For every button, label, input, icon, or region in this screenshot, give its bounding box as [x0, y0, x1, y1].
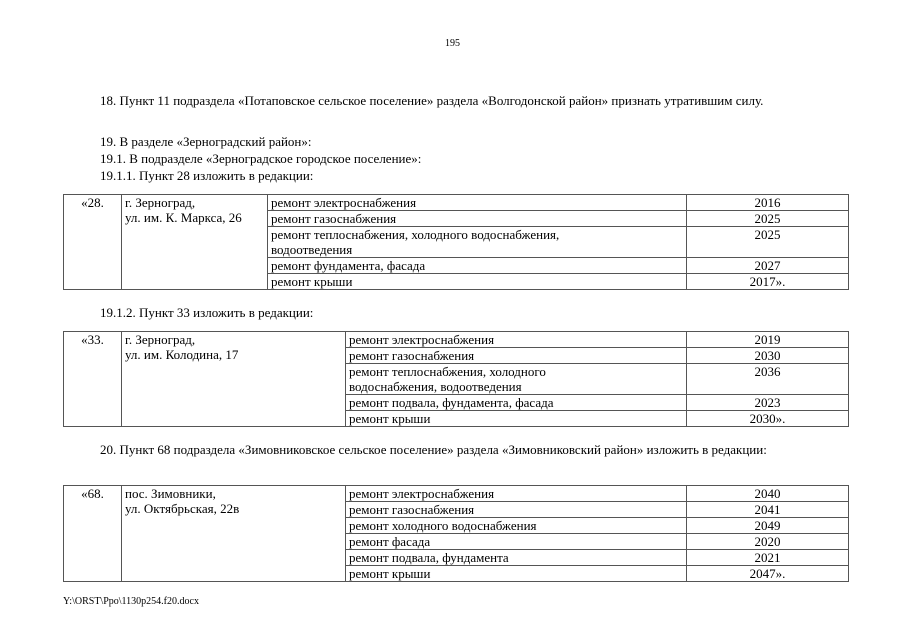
repair-table-68 — [63, 485, 849, 582]
year-cell: 2030». — [687, 411, 849, 427]
work-line: ремонт газоснабжения — [349, 348, 475, 363]
paragraph-19-1-2: 19.1.2. Пункт 33 изложить в редакции: — [100, 305, 314, 320]
year-cell: 2025 — [687, 211, 849, 227]
table-row — [64, 486, 849, 502]
year-cell: 2030 — [687, 348, 849, 364]
work-line: ремонт подвала, фундамента, фасада — [349, 395, 554, 410]
paragraph-19-1: 19.1. В подразделе «Зерноградское городское поселение»: — [100, 151, 422, 166]
work-line: ремонт электроснабжения — [271, 195, 417, 210]
year-cell: 2027 — [687, 258, 849, 274]
page-number: 195 — [445, 38, 460, 49]
address-line: г. Зерноград, — [125, 332, 196, 347]
year-cell: 2021 — [687, 550, 849, 566]
paragraph-20: 20. Пункт 68 подраздела «Зимовниковское сельское поселение» раздела «Зимовниковский район» изложить в редакции: — [100, 442, 767, 457]
work-cell — [346, 518, 687, 534]
paragraph-19: 19. В разделе «Зерноградский район»: — [100, 134, 312, 149]
work-line: водоотведения — [271, 242, 353, 257]
year-cell: 2016 — [687, 195, 849, 211]
address-line: пос. Зимовники, — [125, 486, 216, 501]
year-cell: 2020 — [687, 534, 849, 550]
work-line: ремонт электроснабжения — [349, 332, 495, 347]
table-row — [64, 195, 849, 211]
work-line: ремонт газоснабжения — [349, 502, 475, 517]
year-cell: 2025 — [687, 227, 849, 258]
year-cell: 2049 — [687, 518, 849, 534]
work-cell — [346, 502, 687, 518]
work-cell — [268, 227, 687, 258]
work-line: ремонт крыши — [349, 411, 431, 426]
address-line: ул. им. Колодина, 17 — [125, 347, 239, 362]
work-cell — [268, 258, 687, 274]
address-cell — [122, 486, 346, 582]
work-cell — [346, 395, 687, 411]
item-number: «68. — [64, 486, 122, 582]
paragraph-18: 18. Пункт 11 подраздела «Потаповское сельское поселение» раздела «Волгодонской район» признать утратившим силу. — [100, 93, 764, 108]
work-cell — [346, 332, 687, 348]
work-cell — [346, 550, 687, 566]
work-cell — [346, 486, 687, 502]
address-line: ул. им. К. Маркса, 26 — [125, 210, 242, 225]
work-cell — [268, 195, 687, 211]
work-line: ремонт фундамента, фасада — [271, 258, 426, 273]
item-number: «33. — [64, 332, 122, 427]
repair-table-28 — [63, 194, 849, 290]
work-cell — [346, 566, 687, 582]
work-line: ремонт холодного водоснабжения — [349, 518, 537, 533]
work-cell — [268, 274, 687, 290]
year-cell: 2023 — [687, 395, 849, 411]
work-line: ремонт крыши — [271, 274, 353, 289]
table-row — [64, 332, 849, 348]
work-line: ремонт подвала, фундамента — [349, 550, 509, 565]
year-cell: 2041 — [687, 502, 849, 518]
paragraph-19-1-1: 19.1.1. Пункт 28 изложить в редакции: — [100, 168, 314, 183]
year-cell: 2036 — [687, 364, 849, 395]
work-cell — [346, 534, 687, 550]
work-cell — [268, 211, 687, 227]
address-line: ул. Октябрьская, 22в — [125, 501, 240, 516]
work-line: водоснабжения, водоотведения — [349, 379, 522, 394]
work-line: ремонт электроснабжения — [349, 486, 495, 501]
work-line: ремонт фасада — [349, 534, 431, 549]
work-cell — [346, 364, 687, 395]
year-cell: 2047». — [687, 566, 849, 582]
work-line: ремонт теплоснабжения, холодного — [349, 364, 546, 379]
work-cell — [346, 348, 687, 364]
year-cell: 2019 — [687, 332, 849, 348]
address-cell — [122, 332, 346, 427]
work-line: ремонт крыши — [349, 566, 431, 581]
work-line: ремонт газоснабжения — [271, 211, 397, 226]
address-cell — [122, 195, 268, 290]
work-cell — [346, 411, 687, 427]
file-path-footer: Y:\ORST\Ppo\1130p254.f20.docx — [63, 596, 199, 607]
year-cell: 2040 — [687, 486, 849, 502]
address-line: г. Зерноград, — [125, 195, 196, 210]
item-number: «28. — [64, 195, 122, 290]
work-line: ремонт теплоснабжения, холодного водоснабжения, — [271, 227, 560, 242]
repair-table-33 — [63, 331, 849, 427]
year-cell: 2017». — [687, 274, 849, 290]
